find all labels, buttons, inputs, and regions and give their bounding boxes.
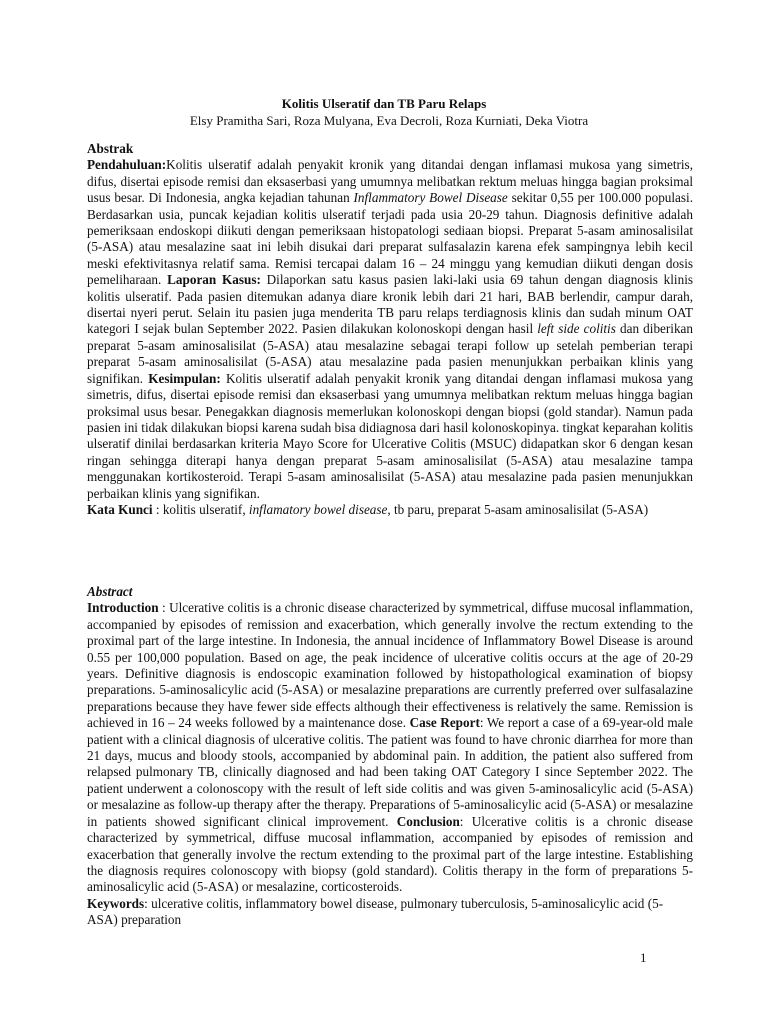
conclusion-text-en: : Ulcerative colitis is a chronic disease characterized by symmetrical, diffuse mucosal inflammation, accompanied by episodes of remission and exacerbation that generally involve the rectum extending to the proximal part of the large intestine. Establishing the diagnosis requires colonoscopy with biopsy (gold standard). Colitis therapy in the form of preparations 5-aminosalicylic acid (5-ASA) or mesalazine, corticosteroids. xyxy=(87,813,693,895)
keywords-en xyxy=(87,896,693,929)
case-italic-id: left side colitis xyxy=(537,321,616,337)
conclusion-text-id: Kolitis ulseratif adalah penyakit kronik yang ditandai dengan inflamasi mukosa yang simetris, difus, disertai episode remisi dan eksaserbasi yang umumnya melibatkan rektum meluas hingga bagian proksimal usus besar. Penegakkan diagnosis memerlukan kolonoskopi dengan biopsi (gold standar). Namun pada pasien ini tidak dilakukan biopsi karena sudah bisa didiagnosa dari hasil kolonoskopinya. tingkat keparahan kolitis ulseratif dinilai berdasarkan kriteria Mayo Score for Ulcerative Colitis (MSUC) didapatkan skor 6 dengan kesan ringan sehingga diterapi hanya dengan preparat 5-asam aminosalisilat (5-ASA) atau mesalazine tampa menggunakan kortikosteroid. Terapi 5-asam aminosalisilat (5-ASA) atau mesalazine pada pasien menunjukkan perbaikan klinis yang signifikan. xyxy=(87,370,693,501)
intro-italic-id: Inflammatory Bowel Disease xyxy=(353,190,508,206)
keywords-label-id: Kata Kunci xyxy=(87,501,153,517)
abstract-body-id xyxy=(87,157,693,502)
case-label-en: Case Report xyxy=(409,715,480,731)
case-text-id-1: Dilaporkan satu kasus pasien laki-laki usia 69 tahun dengan diagnosis klinis kolitis ulseratif. Pada pasien ditemukan adanya diare kronik lebih dari 21 hari, BAB berlendir, campur darah, disertai nyeri perut. Selain itu pasien juga menderita TB paru relaps terdiagnosis klinis dan sudah minum OAT kategori I sejak bulan September 2022. Pasien dilakukan kolonoskopi dengan hasil xyxy=(87,272,693,337)
keywords-text-id-1: : kolitis ulseratif, xyxy=(152,501,249,517)
abstract-heading-id: Abstrak xyxy=(87,141,134,156)
conclusion-label-en: Conclusion xyxy=(396,813,460,829)
paper-title: Kolitis Ulseratif dan TB Paru Relaps xyxy=(281,96,487,111)
intro-text-id-1: Kolitis ulseratif adalah penyakit kronik yang ditandai dengan inflamasi mukosa yang simetris, difus, disertai episode remisi dan eksaserbasi yang umumnya melibatkan rektum meluas hingga bagian proksimal usus besar. Di Indonesia, angka kejadian tahunan xyxy=(87,157,693,206)
author-list: Elsy Pramitha Sari, Roza Mulyana, Eva Decroli, Roza Kurniati, Deka Viotra xyxy=(189,113,589,128)
abstract-english xyxy=(87,584,693,929)
case-text-en: : We report a case of a 69-year-old male patient with a clinical diagnosis of ulcerative colitis. The patient was found to have chronic diarrhea for more than 21 days, mucus and bloody stools, accompanied by abdominal pain. In addition, the patient also suffered from relapsed pulmonary TB, clinically diagnosed and had been taking OAT Category I since September 2022. The patient underwent a colonoscopy with the result of left side colitis and was given 5-aminosalicylic acid (5-ASA) or mesalazine as follow-up therapy after the therapy. Preparations of 5-aminosalicylic acid (5-ASA) or mesalazine in patients showed significant clinical improvement. xyxy=(87,715,694,829)
abstract-heading-en: Abstract xyxy=(87,584,133,599)
case-text-id-2: dan diberikan preparat 5-asam aminosalisilat (5-ASA) atau mesalazine sebagai terapi follow up setelah pemberian terapi preparat 5-asam aminosalisilat (5-ASA) atau mesalazine pada pasien menunjukkan perbaikan klinis yang signifikan. xyxy=(87,321,693,386)
intro-label-en: Introduction xyxy=(87,600,159,616)
keywords-text-en: : ulcerative colitis, inflammatory bowel disease, pulmonary tuberculosis, 5-aminosalicylic acid (5-ASA) preparation xyxy=(87,895,664,928)
abstract-body-en xyxy=(87,600,693,895)
keywords-italic-id: inflamatory bowel disease xyxy=(248,501,388,517)
intro-text-en: : Ulcerative colitis is a chronic disease characterized by symmetrical, diffuse mucosal inflammation, accompanied by episodes of remission and exacerbation, which generally involve the rectum extending to the proximal part of the large intestine. In Indonesia, the annual incidence of Inflammatory Bowel Disease is around 0.55 per 100,000 population. Based on age, the peak incidence of ulcerative colitis occurs at the age of 20-29 years. Definitive diagnosis is endoscopic examination followed by histopathological examination of biopsy preparations. 5-aminosalicylic acid (5-ASA) or mesalazine preparations are currently preferred over sulfasalazine preparations because they have fewer side effects although their effectiveness is relatively the same. Remission is achieved in 16 – 24 weeks followed by a maintenance dose. xyxy=(87,600,693,731)
keywords-text-id-2: , tb paru, preparat 5-asam aminosalisilat (5-ASA) xyxy=(387,501,649,517)
case-label-id: Laporan Kasus: xyxy=(167,272,261,288)
intro-label-id: Pendahuluan: xyxy=(87,157,167,173)
keywords-id xyxy=(87,502,693,518)
conclusion-label-id: Kesimpulan: xyxy=(148,370,221,386)
keywords-label-en: Keywords xyxy=(87,895,145,911)
abstract-indonesian xyxy=(87,141,693,518)
intro-text-id-2: sekitar 0,55 per 100.000 populasi. Berdasarkan usia, puncak kejadian kolitis ulseratif terjadi pada usia 20-29 tahun. Diagnosis definitive adalah pemeriksaan endoskopi diikuti dengan pemeriksaan histopatologi sediaan biopsi. Preparat 5-asam aminosalisilat (5-ASA) atau mesalazine saat ini lebih disukai dari preparat sulfasalazin karena efek sampingnya lebih kecil meski efektivitasnya relatif sama. Remisi tercapai dalam 16 – 24 minggu yang kemudian diikuti dengan dosis pemeliharaan. xyxy=(87,190,693,288)
page-number: 1 xyxy=(640,950,647,965)
